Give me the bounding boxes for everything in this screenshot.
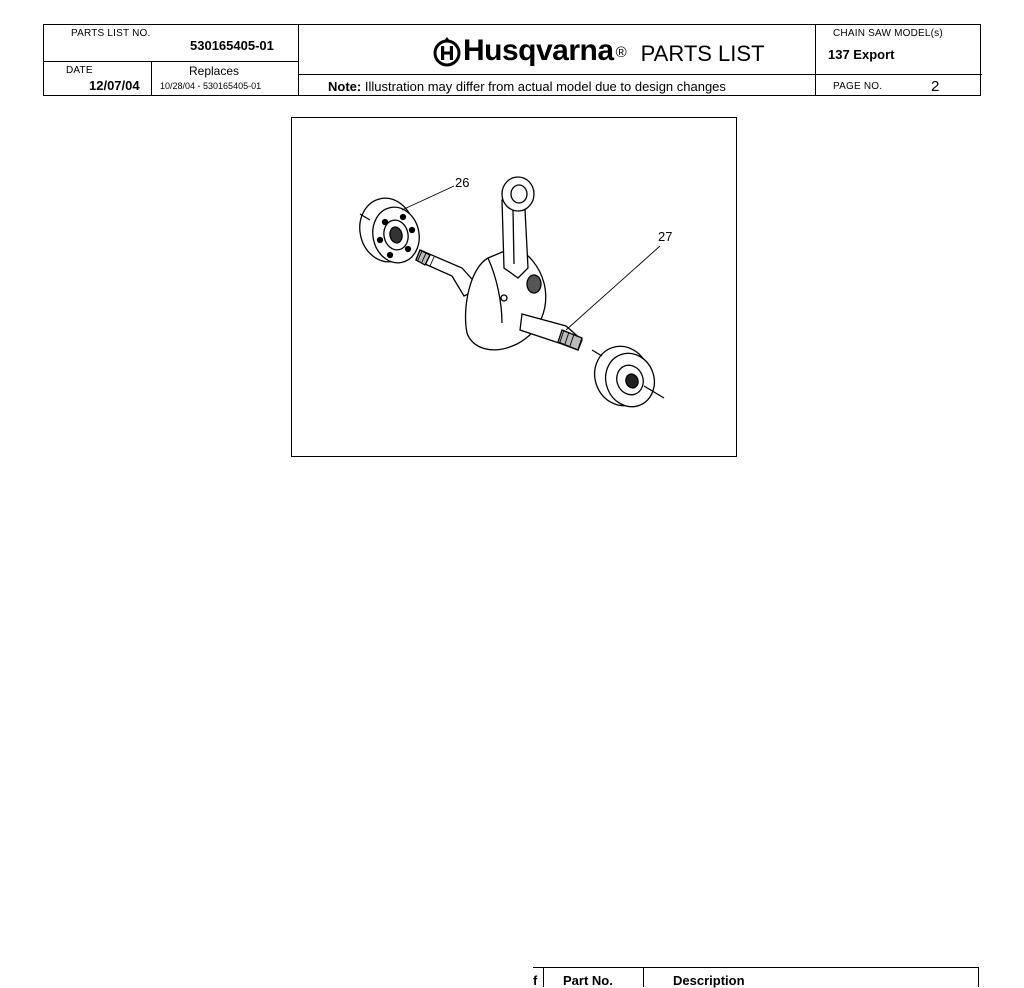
callout-27: 27 (658, 229, 673, 244)
doc-title: PARTS LIST (640, 41, 765, 66)
col-part-no: Part No. (563, 973, 613, 988)
bearing-27-drawing (586, 339, 664, 414)
parts-table-header (533, 967, 979, 987)
page-number: 2 (931, 78, 940, 95)
husqvarna-crown-icon (432, 34, 462, 68)
crankshaft-assembly-illustration (292, 118, 735, 455)
husqvarna-logo (432, 31, 765, 71)
registered-mark: ® (615, 43, 627, 61)
note-text: Illustration may differ from actual model due to design changes (364, 79, 726, 94)
replaces-value: 10/28/04 - 530165405-01 (160, 81, 262, 91)
header-box (43, 24, 981, 96)
note (328, 79, 726, 94)
col-ref: f (533, 973, 538, 988)
illustration-frame (291, 117, 737, 457)
callout-26: 26 (455, 175, 470, 190)
model-label: CHAIN SAW MODEL(s) (833, 28, 943, 39)
model-value: 137 Export (828, 47, 895, 62)
page-label: PAGE NO. (833, 81, 883, 92)
col-description: Description (673, 973, 745, 988)
replaces-label: Replaces (189, 64, 240, 78)
parts-list-no-label: PARTS LIST NO. (71, 28, 151, 39)
date-label: DATE (66, 65, 93, 76)
date-value: 12/07/04 (89, 78, 140, 93)
note-label: Note: (328, 79, 362, 94)
brand-name: Husqvarna (463, 34, 614, 67)
parts-list-no: 530165405-01 (190, 38, 274, 53)
